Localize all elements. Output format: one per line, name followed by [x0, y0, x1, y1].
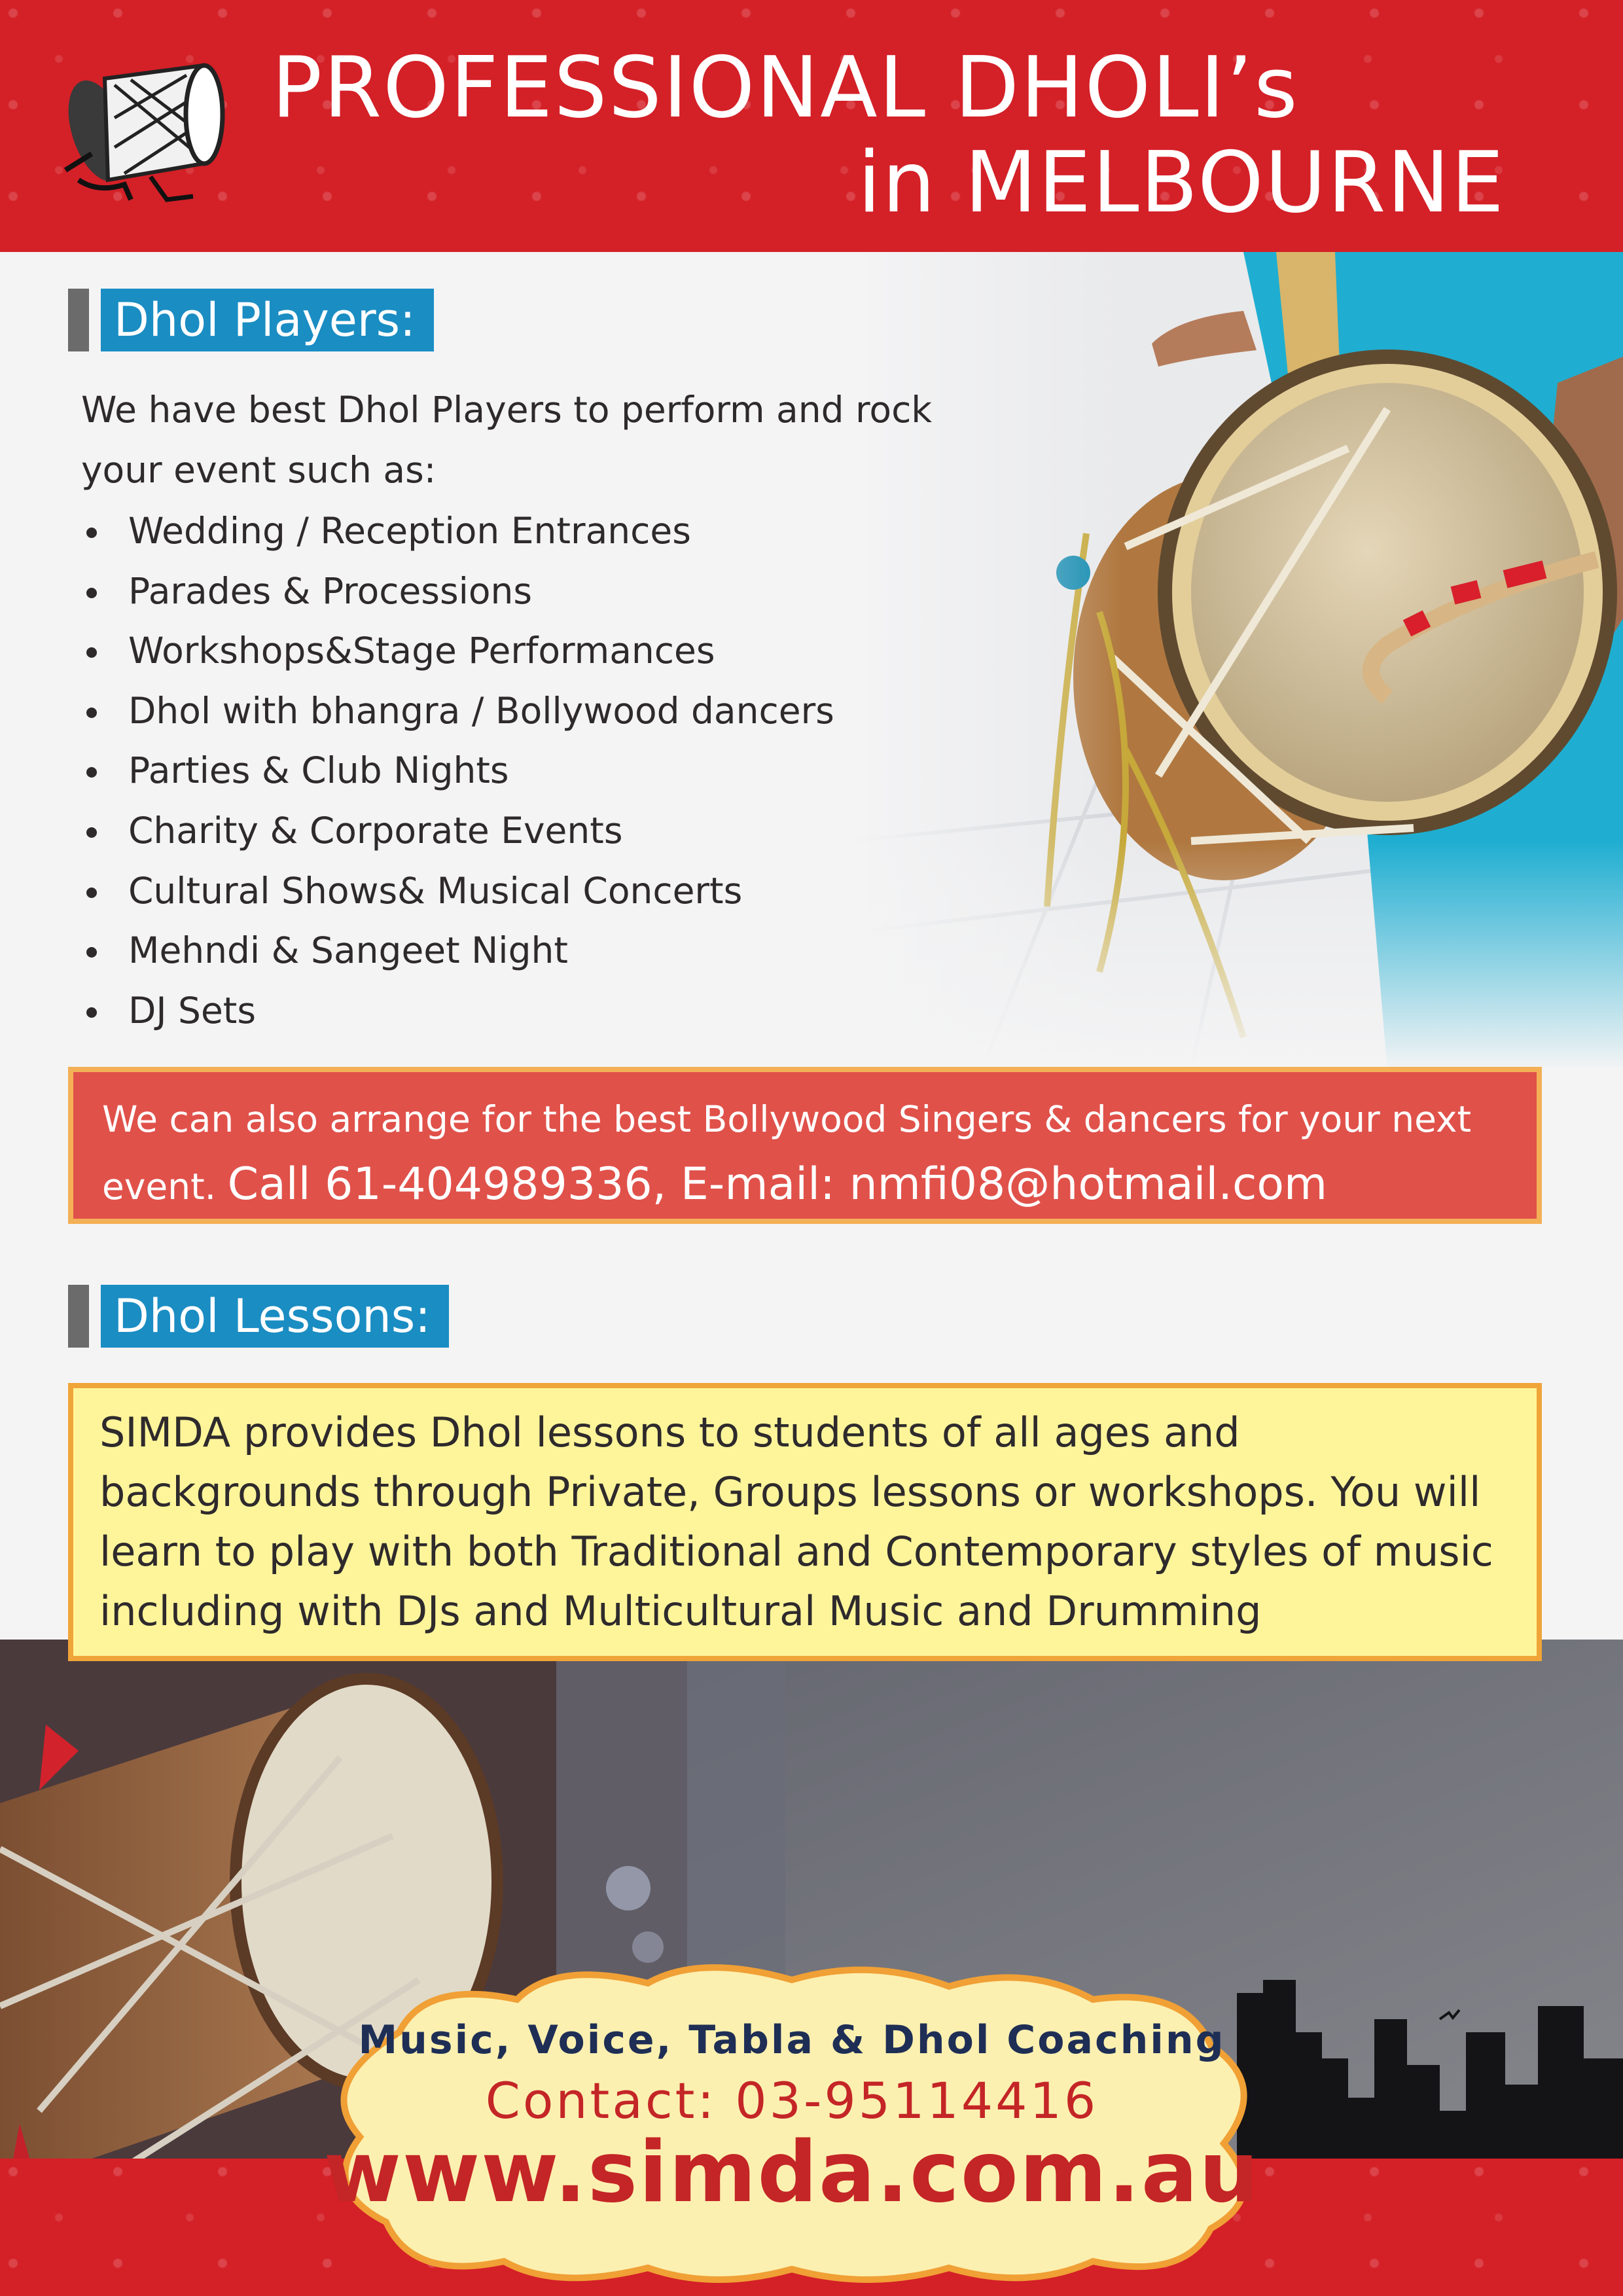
callout-text: We can also arrange for the best Bollywood Singers & dancers for your next event.	[102, 1098, 1472, 1208]
coaching-services-text: Music, Voice, Tabla & Dhol Coaching	[358, 2017, 1226, 2063]
heading-accent-bar	[68, 289, 89, 351]
website-link[interactable]: www.simda.com.au	[323, 2124, 1260, 2221]
page-title-line-2: in MELBOURNE	[857, 134, 1505, 232]
list-item: DJ Sets	[81, 981, 834, 1041]
list-item: Dhol with bhangra / Bollywood dancers	[81, 681, 834, 742]
list-item: Charity & Corporate Events	[81, 801, 834, 861]
dhol-drum-icon	[52, 39, 236, 203]
heading-accent-bar	[68, 1285, 89, 1348]
booking-callout-box	[68, 1067, 1542, 1224]
list-item: Parades & Processions	[81, 562, 834, 622]
dhol-lessons-heading	[68, 1285, 449, 1348]
dhol-players-heading-label: Dhol Players:	[101, 289, 434, 351]
contact-phone-text: Contact: 03-95114416	[485, 2072, 1099, 2130]
list-item: Cultural Shows& Musical Concerts	[81, 861, 834, 922]
services-list	[81, 501, 834, 1041]
page-title-line-1: PROFESSIONAL DHOLI’s	[272, 39, 1299, 137]
dhol-lessons-heading-label: Dhol Lessons:	[101, 1285, 449, 1348]
dhol-players-heading	[68, 289, 434, 351]
list-item: Parties & Club Nights	[81, 741, 834, 801]
list-item: Mehndi & Sangeet Night	[81, 921, 834, 981]
players-intro-text: We have best Dhol Players to perform and rock your event such as:	[81, 389, 933, 491]
list-item: Wedding / Reception Entrances	[81, 501, 834, 562]
callout-contact-details: Call 61-404989336, E-mail: nmfi08@hotmail.com	[227, 1158, 1328, 1210]
lessons-description-box: SIMDA provides Dhol lessons to students of all ages and backgrounds through Private, Groups lessons or workshops. You will learn to play with both Traditional and Contemporary styles of music including with DJs and Multicultural Music and Drumming	[68, 1383, 1542, 1661]
dhol-player-photo	[851, 252, 1623, 1070]
list-item: Workshops&Stage Performances	[81, 621, 834, 681]
